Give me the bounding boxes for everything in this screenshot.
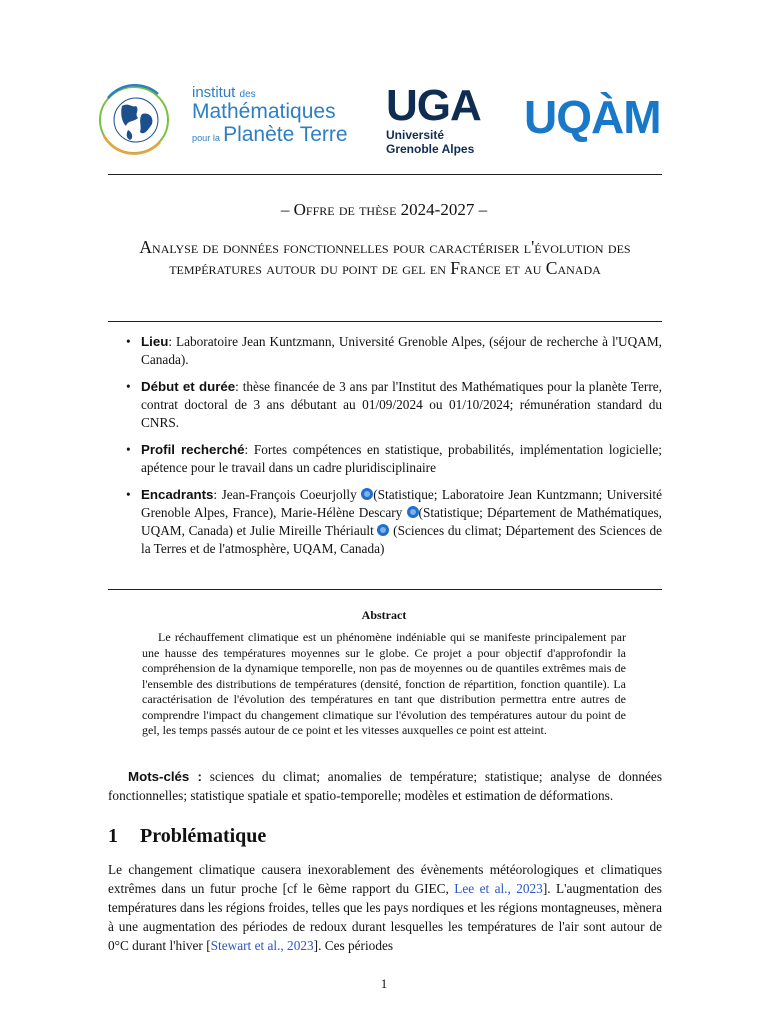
lieu-text: : Laboratoire Jean Kuntzmann, Université Grenoble Alpes, (séjour de recherche à l'UQAM, Canada). <box>141 334 662 367</box>
encadrants-label: Encadrants <box>141 487 214 502</box>
section-title: Problématique <box>140 825 267 847</box>
uqam-logo: UQÀM <box>524 91 661 143</box>
uga-sub1: Université <box>386 128 445 142</box>
imp-wordmark <box>192 85 348 145</box>
citation-link[interactable]: Lee et al., 2023 <box>454 881 543 896</box>
imp-line1: institut <box>192 84 236 101</box>
imp-line3-small: pour la <box>192 133 220 143</box>
globe-icon <box>98 84 186 156</box>
list-item-lieu <box>126 333 662 369</box>
section-number: 1 <box>108 825 118 847</box>
profil-text: : Fortes compétences en statistique, probabilités, implémentation logicielle; apétence pour le travail dans un cadre pluridisciplinaire <box>141 442 662 475</box>
uga-sub2: Grenoble Alpes <box>386 142 475 156</box>
imp-logo <box>98 80 358 160</box>
debut-text: : thèse financée de 3 ans par l'Institut des Mathématiques pour la planète Terre, contrat doctoral de 3 ans débutant au 01/09/2024 ou 01/10/2024; rémunération standard du CNRS. <box>141 379 662 430</box>
abstract-heading: Abstract <box>361 608 407 622</box>
body-part-3: ]. Ces périodes <box>313 938 394 953</box>
imp-line3: Planète Terre <box>223 123 348 146</box>
thesis-title: Analyse de données fonctionnelles pour caractériser l'évolution des températures autour du point de gel en France et au Canada <box>139 237 631 278</box>
encadrants-text-b: (Statistique; Laboratoire Jean Kuntzmann; Université Grenoble Alpes, France), Marie-Hélène Descary <box>141 487 663 520</box>
list-item-profil <box>126 441 662 477</box>
info-list <box>126 333 662 567</box>
profil-label: Profil recherché <box>141 442 245 457</box>
header-logos <box>98 80 670 160</box>
page-number: 1 <box>380 976 388 991</box>
section-heading <box>108 825 266 848</box>
body-part-1: Le changement climatique causera inexorablement des évènements météorologiques et climatiques extrêmes dans un futur proche [cf le 6ème rapport du GIEC, <box>108 862 662 896</box>
orcid-link-icon[interactable] <box>407 506 419 518</box>
keywords <box>108 767 662 805</box>
debut-label: Début et durée <box>141 379 236 394</box>
imp-line1-small: des <box>239 89 256 100</box>
orcid-link-icon[interactable] <box>377 524 389 536</box>
title-rule <box>108 321 662 322</box>
uga-logo <box>386 81 498 156</box>
orcid-link-icon[interactable] <box>361 488 373 500</box>
offer-title: – Offre de thèse 2024-2027 – <box>280 200 488 219</box>
encadrants-text-a: : Jean-François Coeurjolly <box>213 487 362 502</box>
citation-link[interactable]: Stewart et al., 2023 <box>210 938 314 953</box>
list-item-debut <box>126 378 662 432</box>
body-part-2: ]. L'augmentation des températures dans les régions froides, telles que les pays nordiques et les régions montagneuses, mènera à une augmentation des périodes de redoux durant lesquelles les températures de l'air sont autour de 0°C durant l'hiver [ <box>108 881 662 953</box>
top-rule <box>108 174 662 175</box>
encadrants-text-c: (Statistique; Département de Mathématiques, UQAM, Canada) et Julie Mireille Thériault <box>141 505 662 538</box>
body-paragraph <box>108 860 662 955</box>
abstract-text: Le réchauffement climatique est un phénomène indéniable qui se manifeste principalement par une hausse des températures moyennes sur le globe. Ce projet a pour objectif d'approfondir la compréhension de la dynamique temporelle, non pas de moyennes ou de quantiles extrêmes mais de l'ensemble des distributions de températures (densité, fonction de répartition, fonction quantile). La caractérisation de l'évolution des températures en tant que distribution permettra entre autres de comprendre l'impact du changement climatique sur l'évolution des températures autour du point de gel, les temps passés autour de ce point et les vitesses auxquelles ce point est atteint. <box>142 630 626 737</box>
info-rule <box>108 589 662 590</box>
keywords-text: sciences du climat; anomalies de température; statistique; analyse de données fonctionnelles; statistique spatiale et spatio-temporelle; modèles et estimation de déformations. <box>108 769 663 803</box>
imp-line2: Mathématiques <box>192 100 336 123</box>
lieu-label: Lieu <box>141 334 169 349</box>
encadrants-text-d: (Sciences du climat; Département des Sciences de la Terres et de l'atmosphère, UQAM, Canada) <box>141 523 662 556</box>
keywords-label: Mots-clés : <box>128 769 202 784</box>
uga-mark: UGA <box>386 81 481 130</box>
list-item-encadrants <box>126 486 662 558</box>
